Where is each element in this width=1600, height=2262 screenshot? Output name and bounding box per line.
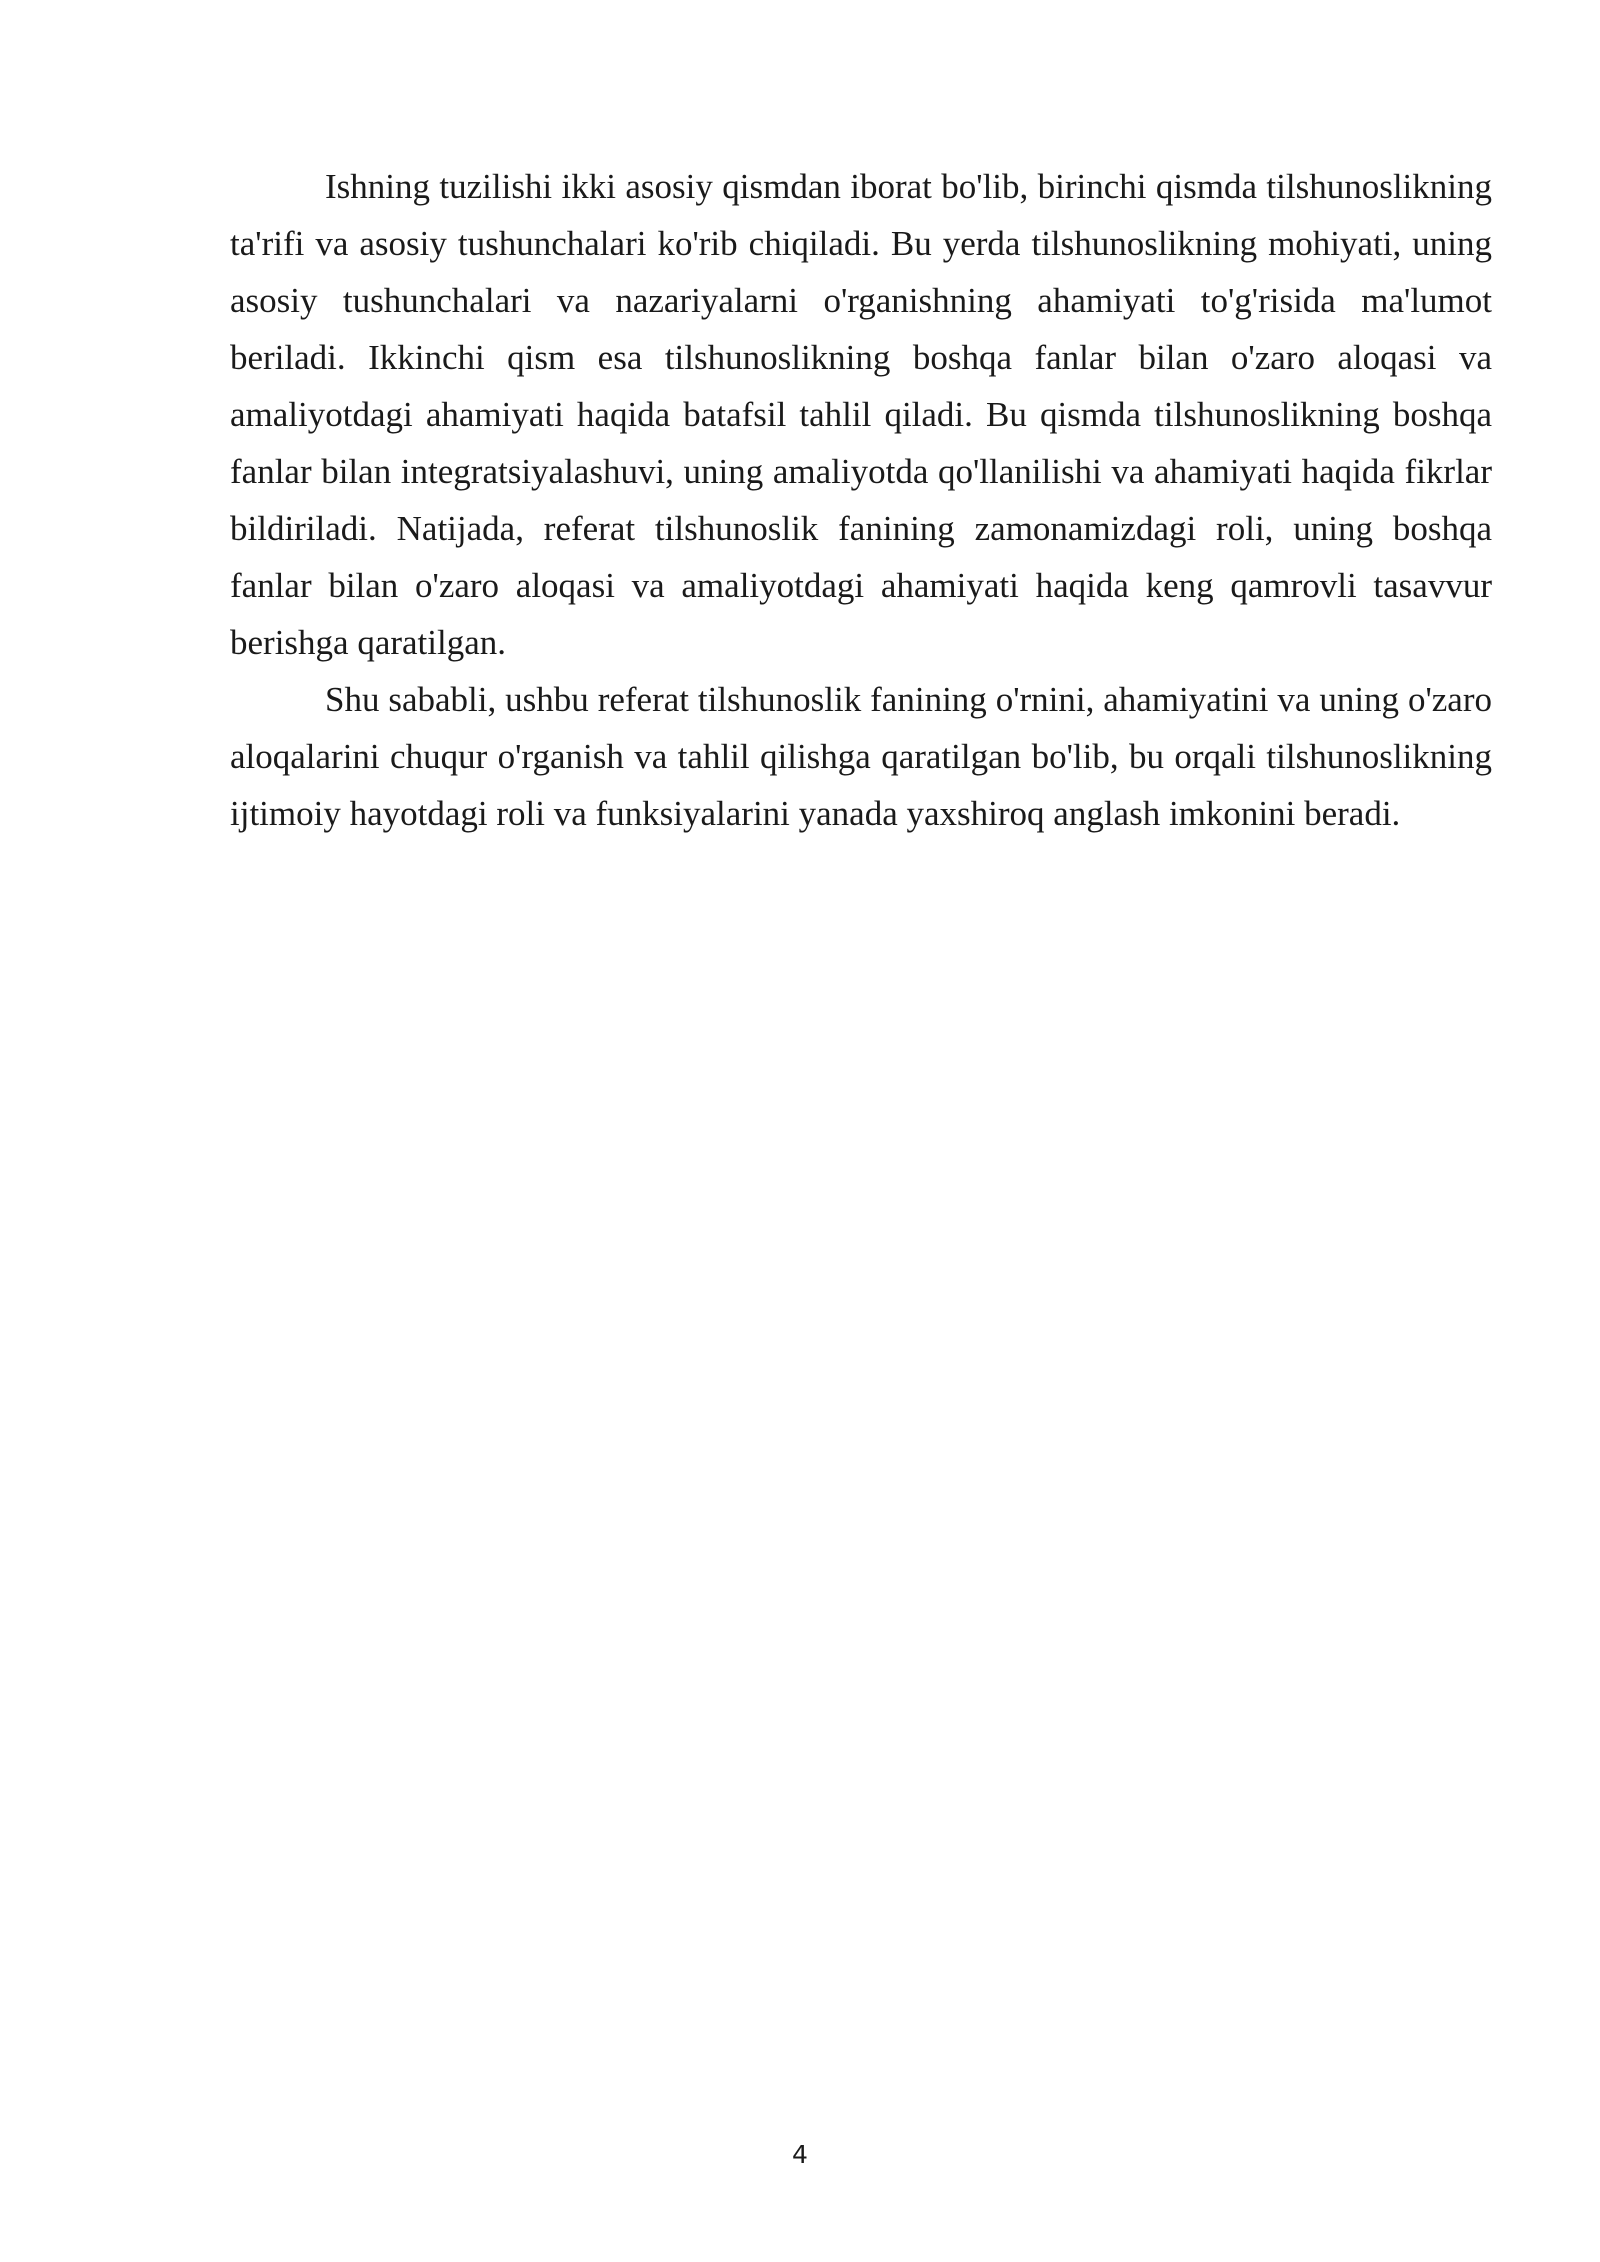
page-number: 4 [792, 2140, 808, 2169]
paragraph-2: Shu sababli, ushbu referat tilshunoslik fanining o'rnini, ahamiyatini va uning o'zaro aloqalarini chuqur o'rganish va tahlil qilishga qaratilgan bo'lib, bu orqali tilshunoslikning ijtimoiy hayotdagi roli va funksiyalarini yanada yaxshiroq anglash imkonini beradi. [230, 680, 1492, 833]
paragraph-1: Ishning tuzilishi ikki asosiy qismdan iborat bo'lib, birinchi qismda tilshunoslikning ta'rifi va asosiy tushunchalari ko'rib chiqiladi. Bu yerda tilshunoslikning mohiyati, uning asosiy tushunchalari va nazariyalarni o'rganishning ahamiyati to'g'risida ma'lumot beriladi. Ikkinchi qism esa tilshunoslikning boshqa fanlar bilan o'zaro aloqasi va amaliyotdagi ahamiyati haqida batafsil tahlil qiladi. Bu qismda tilshunoslikning boshqa fanlar bilan integratsiyalashuvi, uning amaliyotda qo'llanilishi va ahamiyati haqida fikrlar bildiriladi. Natijada, referat tilshunoslik fanining zamonamizdagi roli, uning boshqa fanlar bilan o'zaro aloqasi va amaliyotdagi ahamiyati haqida keng qamrovli tasavvur berishga qaratilgan. [230, 167, 1492, 662]
body-text [230, 158, 1492, 842]
